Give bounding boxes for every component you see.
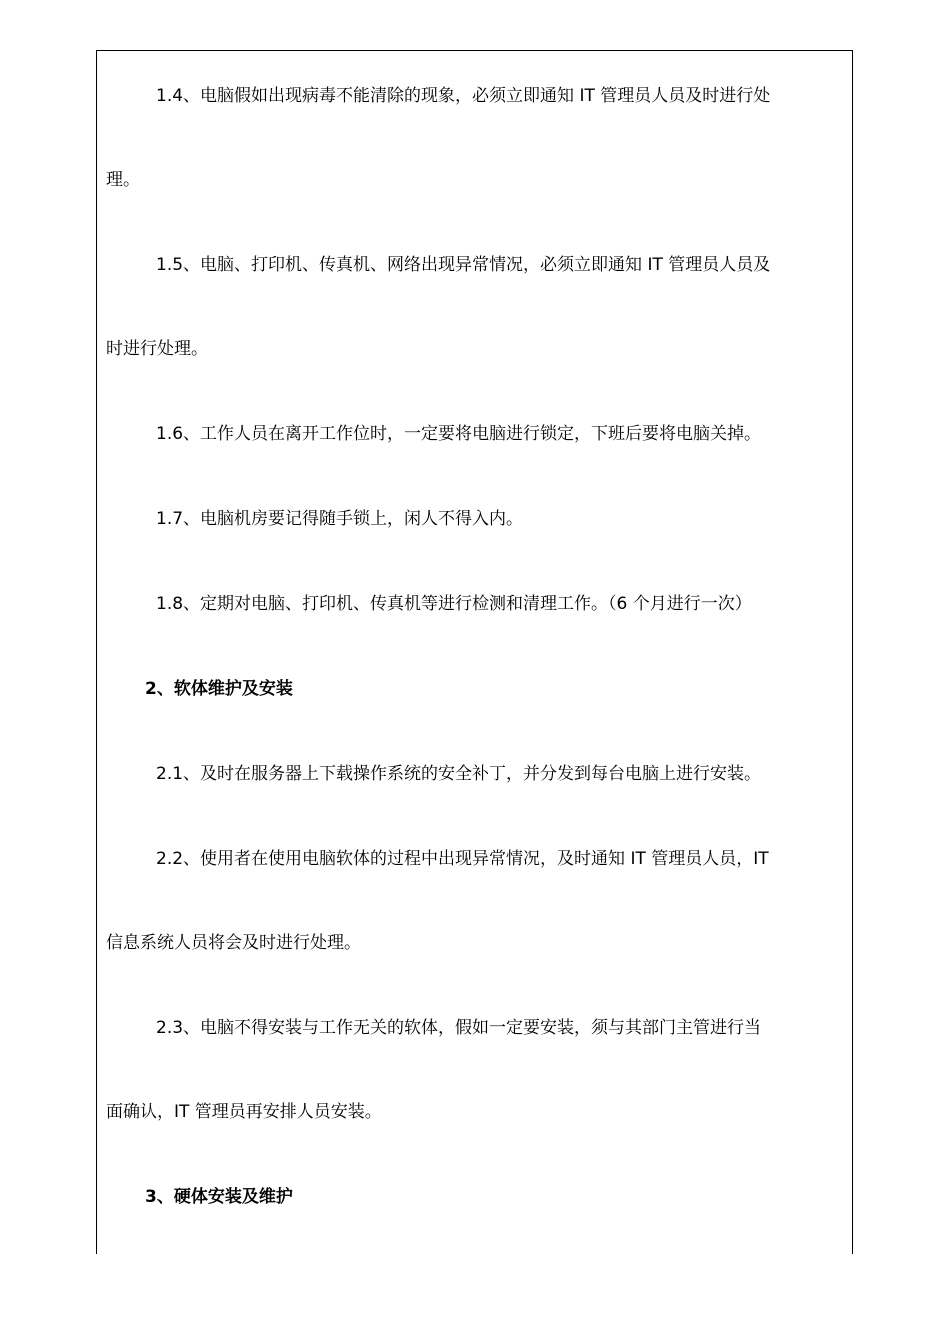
paragraph-2-3-line-1: 2.3、电脑不得安装与工作无关的软体，假如一定要安装，须与其部门主管进行当	[156, 1018, 762, 1038]
paragraph-1-4-line-2: 理。	[106, 170, 140, 190]
section-heading-2: 2、软体维护及安装	[145, 679, 293, 699]
paragraph-1-5-line-1: 1.5、电脑、打印机、传真机、网络出现异常情况，必须立即通知 IT 管理员人员及	[156, 255, 771, 275]
paragraph-2-2-line-2: 信息系统人员将会及时进行处理。	[106, 933, 361, 953]
paragraph-2-3-line-2: 面确认，IT 管理员再安排人员安装。	[106, 1102, 382, 1122]
paragraph-1-8: 1.8、定期对电脑、打印机、传真机等进行检测和清理工作。（6 个月进行一次）	[156, 594, 752, 614]
paragraph-1-6: 1.6、工作人员在离开工作位时，一定要将电脑进行锁定，下班后要将电脑关掉。	[156, 424, 762, 444]
paragraph-1-4-line-1: 1.4、电脑假如出现病毒不能清除的现象，必须立即通知 IT 管理员人员及时进行处	[156, 86, 771, 106]
paragraph-1-7: 1.7、电脑机房要记得随手锁上，闲人不得入内。	[156, 509, 524, 529]
paragraph-2-1: 2.1、及时在服务器上下载操作系统的安全补丁，并分发到每台电脑上进行安装。	[156, 764, 762, 784]
document-frame	[96, 50, 853, 1254]
section-heading-3: 3、硬体安装及维护	[145, 1187, 293, 1207]
paragraph-1-5-line-2: 时进行处理。	[106, 339, 208, 359]
paragraph-2-2-line-1: 2.2、使用者在使用电脑软体的过程中出现异常情况，及时通知 IT 管理员人员，IT	[156, 849, 769, 869]
